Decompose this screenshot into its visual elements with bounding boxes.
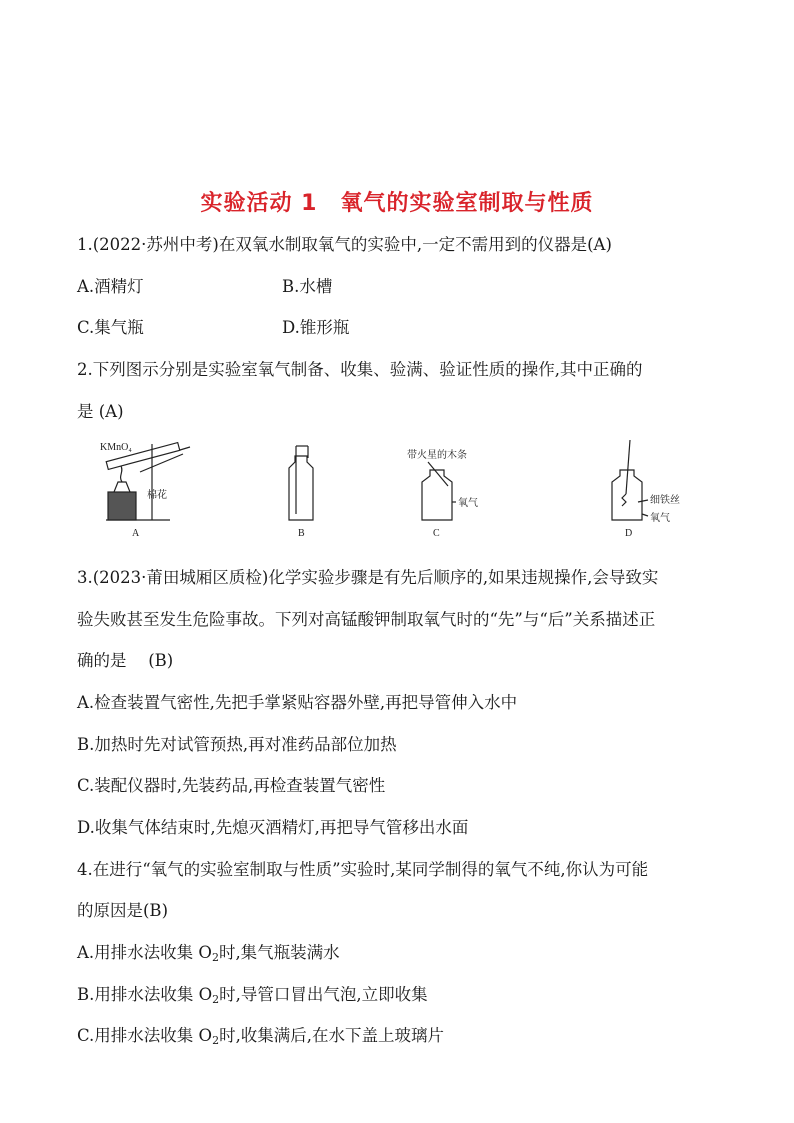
label-oxygen-c: 氧气 <box>458 498 478 509</box>
label-oxygen-d: 氧气 <box>650 513 670 524</box>
question-2-figure <box>0 432 794 542</box>
question-4-option-a-text: A.用排水法收集 O <box>77 943 212 962</box>
apparatus-c-drawing <box>422 462 456 520</box>
subscript-2: 2 <box>212 993 220 1006</box>
figure-label-c: C <box>433 528 440 539</box>
question-4-option-a-rest: 时,集气瓶装满水 <box>218 943 340 962</box>
label-kmno4: KMnO₄ <box>100 442 132 453</box>
question-3-stem-line-1: 3.(2023·莆田城厢区质检)化学实验步骤是有先后顺序的,如果违规操作,会导致实 <box>77 568 659 587</box>
question-3-option-d: D.收集气体结束时,先熄灭酒精灯,再把导气管移出水面 <box>77 818 469 837</box>
figure-label-a: A <box>132 528 140 539</box>
question-2-stem-line-2: 是 (A) <box>77 402 124 421</box>
question-1-option-a: A.酒精灯 <box>77 277 144 296</box>
question-4-option-b <box>77 981 428 1006</box>
question-4-option-c-text: C.用排水法收集 O <box>77 1026 213 1045</box>
subscript-2: 2 <box>212 1034 220 1047</box>
question-3-option-a: A.检查装置气密性,先把手掌紧贴容器外壁,再把导管伸入水中 <box>77 693 518 712</box>
label-iron-wire: 细铁丝 <box>650 495 680 506</box>
apparatus-d-drawing <box>612 440 648 520</box>
question-4-option-c <box>77 1022 444 1047</box>
question-1-option-d: D.锥形瓶 <box>282 318 350 337</box>
question-4-option-a <box>77 939 340 964</box>
question-3-stem-line-2: 验失败甚至发生危险事故。下列对高锰酸钾制取氧气时的“先”与“后”关系描述正 <box>77 610 656 629</box>
question-3-stem-line-3: 确的是 (B) <box>77 651 174 670</box>
apparatus-diagram <box>0 432 794 542</box>
question-2-stem-line-1: 2.下列图示分别是实验室氧气制备、收集、验满、验证性质的操作,其中正确的 <box>77 360 643 379</box>
question-3-option-c: C.装配仪器时,先装药品,再检查装置气密性 <box>77 776 386 795</box>
subscript-2: 2 <box>211 951 219 964</box>
label-cotton: 棉花 <box>147 490 167 501</box>
page-title: 实验活动 1 氧气的实验室制取与性质 <box>200 191 594 216</box>
question-4-option-c-rest: 时,收集满后,在水下盖上玻璃片 <box>219 1026 445 1045</box>
apparatus-a-drawing <box>106 443 190 520</box>
figure-label-d: D <box>625 528 633 539</box>
figure-label-b: B <box>298 528 305 539</box>
question-4-option-b-rest: 时,导管口冒出气泡,立即收集 <box>219 985 428 1004</box>
question-1-stem: 1.(2022·苏州中考)在双氧水制取氧气的实验中,一定不需用到的仪器是(A) <box>77 235 612 254</box>
question-4-stem-line-1: 4.在进行“氧气的实验室制取与性质”实验时,某同学制得的氧气不纯,你认为可能 <box>77 860 649 879</box>
question-1-option-b: B.水槽 <box>282 277 333 296</box>
question-4-option-b-text: B.用排水法收集 O <box>77 985 213 1004</box>
question-4-stem-line-2: 的原因是(B) <box>77 901 168 920</box>
question-3-option-b: B.加热时先对试管预热,再对准药品部位加热 <box>77 735 397 754</box>
label-glowing-splint: 带火星的木条 <box>407 450 467 461</box>
apparatus-b-drawing <box>289 446 313 520</box>
question-1-option-c: C.集气瓶 <box>77 318 144 337</box>
